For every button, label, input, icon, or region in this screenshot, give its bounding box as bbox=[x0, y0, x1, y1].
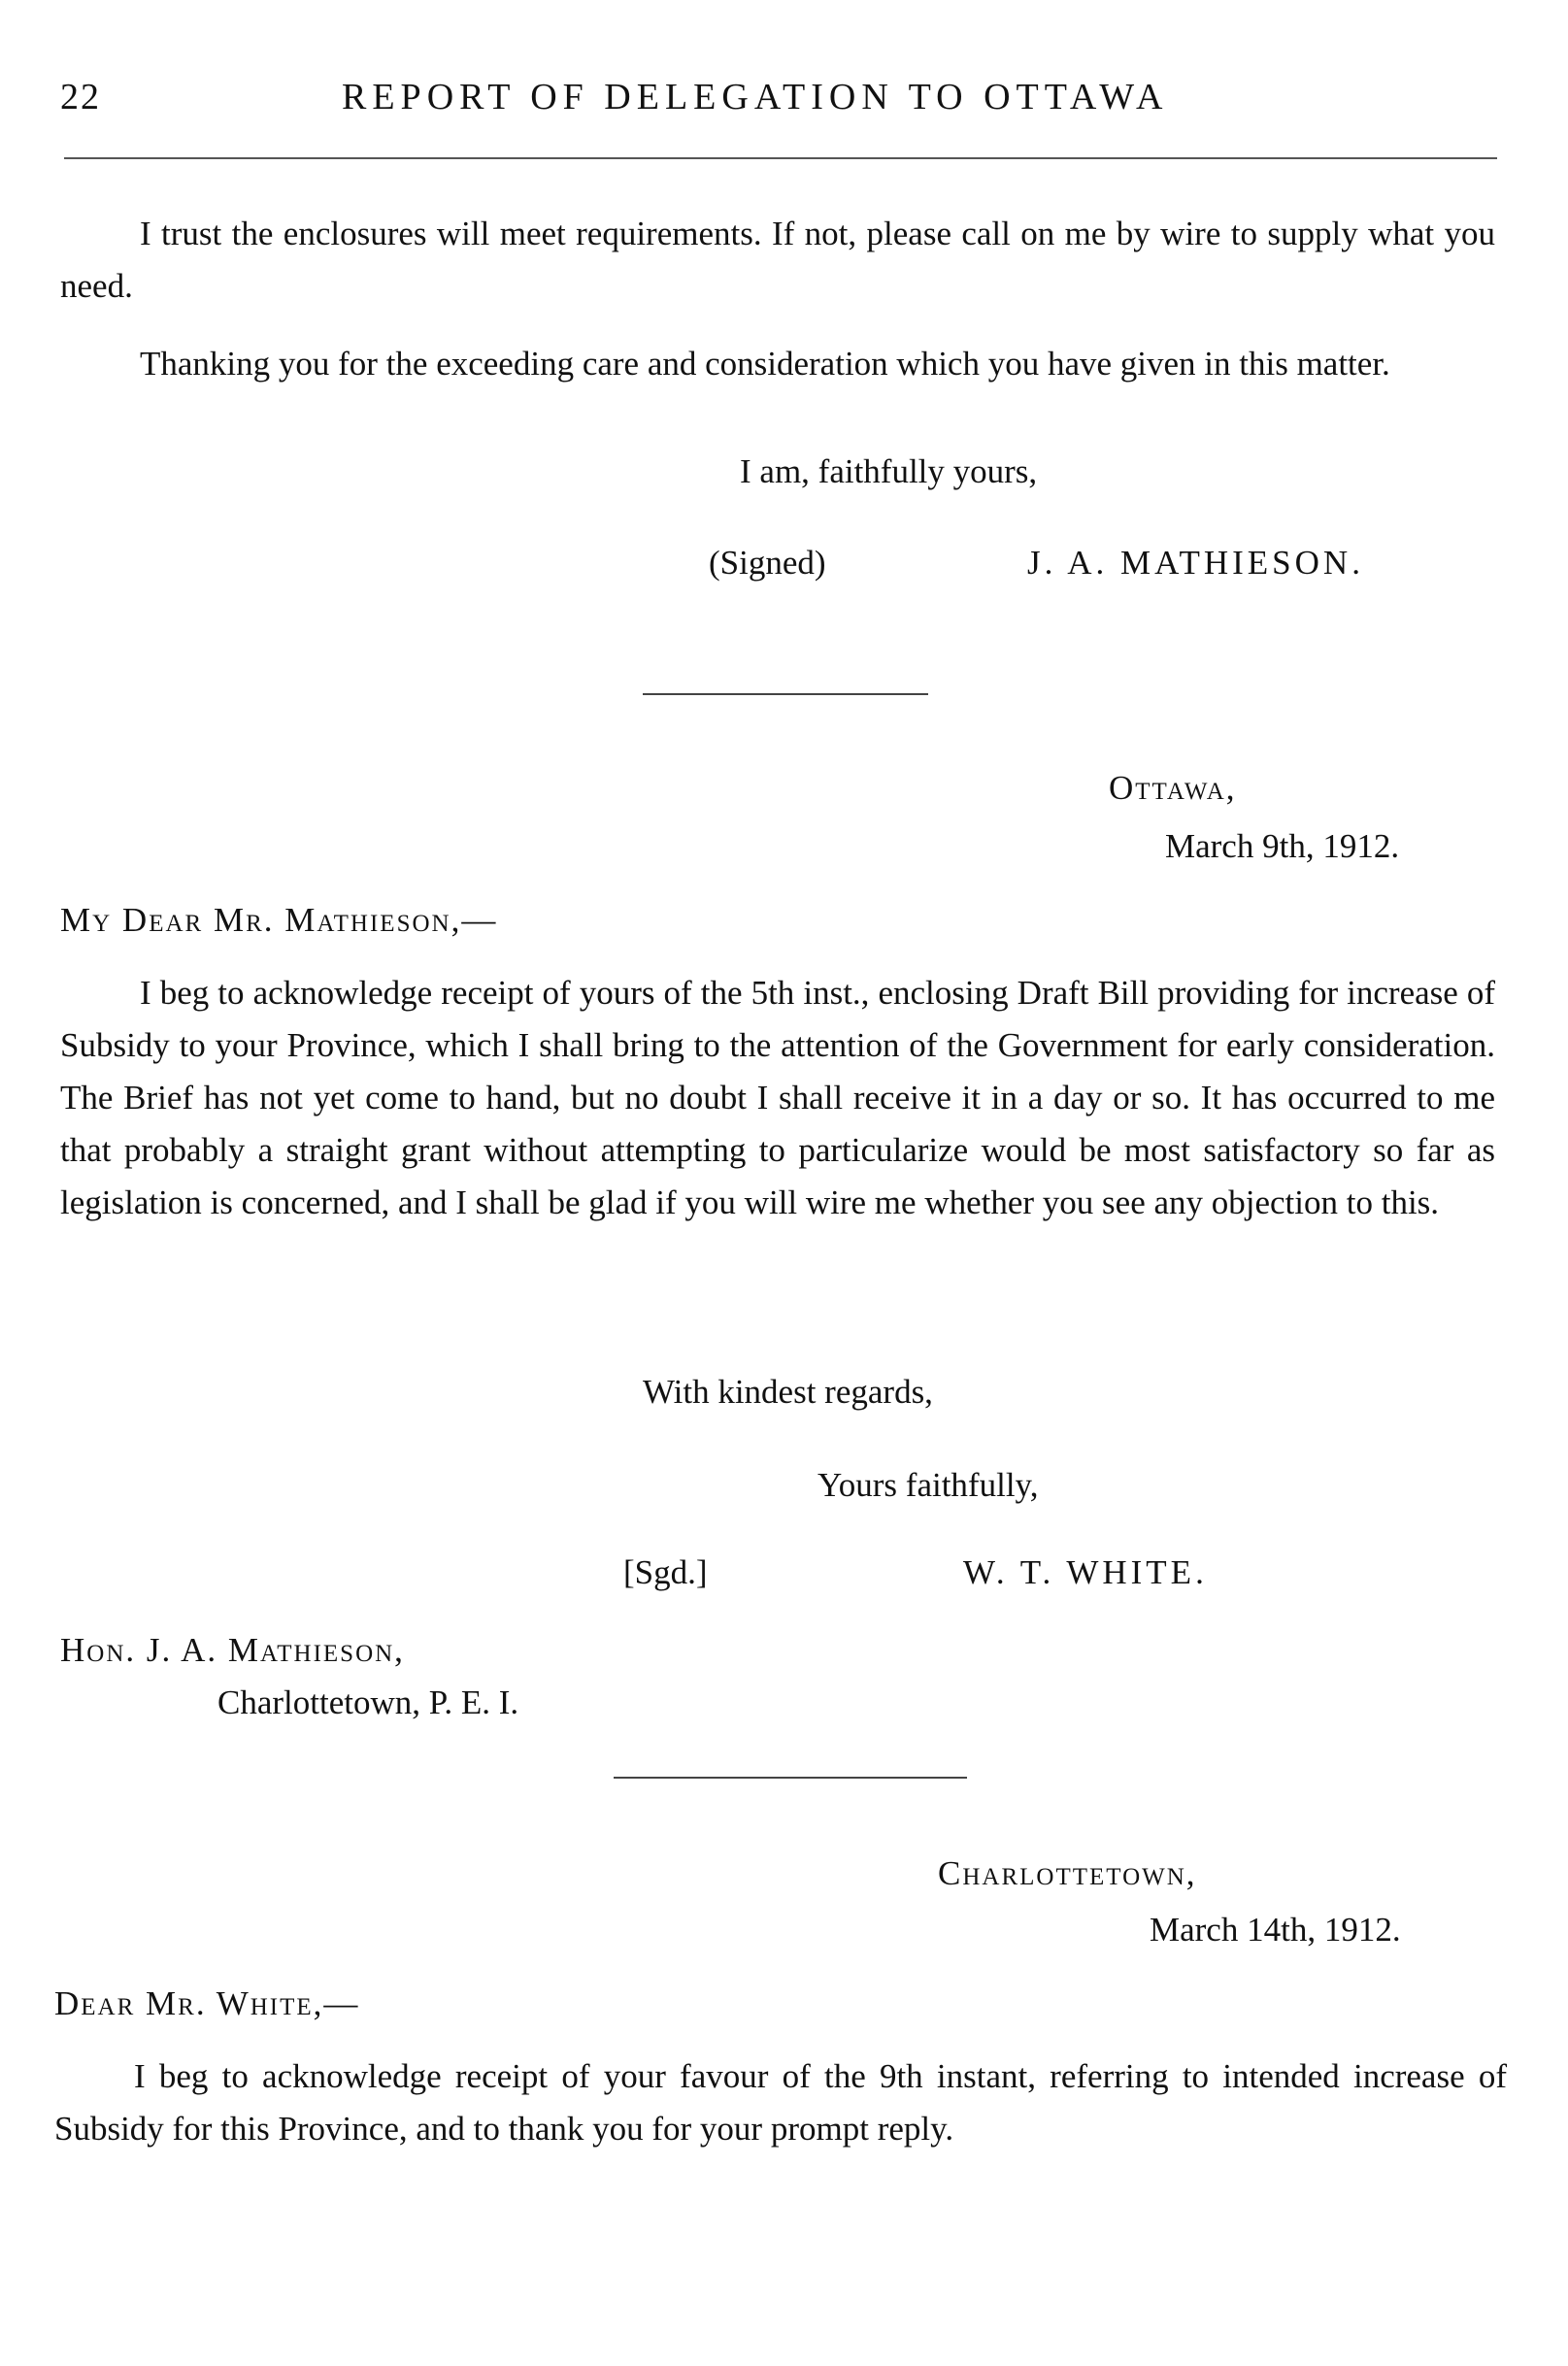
letter3-place: Charlottetown, bbox=[938, 1854, 1197, 1892]
letter3-paragraph: I beg to acknowledge receipt of your favour of the 9th instant, referring to intended increase of Subsidy for this Province, and to thank you for your prompt reply. bbox=[54, 2057, 1507, 2148]
letter3-date: March 14th, 1912. bbox=[1150, 1911, 1401, 1949]
letter1-signature: J. A. MATHIESON. bbox=[1027, 544, 1364, 582]
letter2-salutation: My Dear Mr. Mathieson,— bbox=[60, 901, 498, 939]
letter2-place: Ottawa, bbox=[1109, 769, 1237, 807]
letter2-signature: W. T. WHITE. bbox=[963, 1553, 1208, 1591]
letter1-closing: I am, faithfully yours, bbox=[740, 452, 1038, 490]
page-number: 22 bbox=[60, 77, 101, 117]
letter2-date: March 9th, 1912. bbox=[1165, 827, 1400, 865]
letter1-paragraph-2: Thanking you for the exceeding care and consideration which you have given in this matter. bbox=[140, 345, 1390, 383]
letter2-body bbox=[60, 967, 1495, 1229]
letter2-signed-label: [Sgd.] bbox=[623, 1553, 708, 1591]
letter1-signed-label: (Signed) bbox=[709, 544, 826, 582]
letter2-closing: Yours faithfully, bbox=[817, 1466, 1039, 1504]
letter1-paragraph-1: I trust the enclosures will meet requirements. If not, please call on me by wire to supply what you need. bbox=[60, 215, 1495, 305]
letter3-body bbox=[54, 2050, 1507, 2155]
letter2-addressee-place: Charlottetown, P. E. I. bbox=[217, 1683, 519, 1721]
letter2-addressee-name: Hon. J. A. Mathieson, bbox=[60, 1631, 405, 1669]
letter2-regards: With kindest regards, bbox=[643, 1373, 933, 1411]
letter1-body bbox=[60, 208, 1495, 390]
letter3-salutation: Dear Mr. White,— bbox=[54, 1984, 360, 2022]
running-title: REPORT OF DELEGATION TO OTTAWA bbox=[342, 77, 1169, 117]
header-rule bbox=[64, 157, 1497, 159]
page-header bbox=[60, 76, 1497, 134]
separator-1 bbox=[643, 693, 928, 695]
separator-2 bbox=[614, 1777, 967, 1779]
letter2-paragraph: I beg to acknowledge receipt of yours of the 5th inst., enclosing Draft Bill providing for increase of Subsidy to your Province, which I shall bring to the attention of the Government for early consideration. The Brief has not yet come to hand, but no doubt I shall receive it in a day or so. It has occurred to me that probably a straight grant without attempting to particularize would be most satisfactory so far as legislation is concerned, and I shall be glad if you will wire me whether you see any objection to this. bbox=[60, 974, 1495, 1221]
